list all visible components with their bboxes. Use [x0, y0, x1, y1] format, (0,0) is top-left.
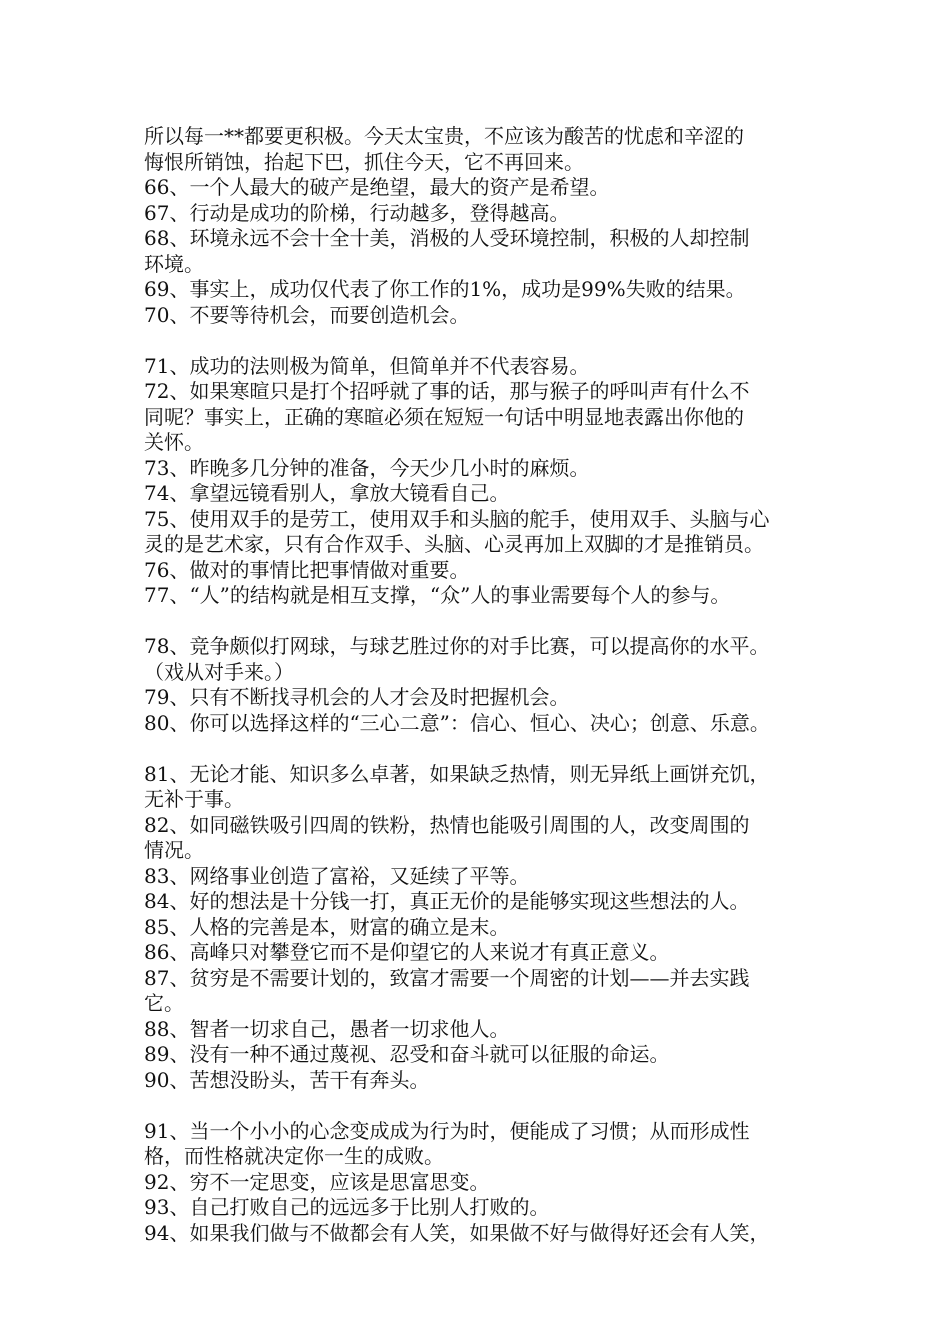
text-line: 68、环境永远不会十全十美，消极的人受环境控制，积极的人却控制 [144, 226, 750, 250]
text-line: 92、穷不一定思变，应该是思富思变。 [144, 1169, 490, 1194]
text-line: 环境。 [144, 251, 204, 276]
text-line: 悔恨所销蚀，抬起下巴，抓住今天，它不再回来。 [144, 149, 584, 174]
text-line: 72、如果寒暄只是打个招呼就了事的话，那与猴子的呼叫声有什么不 [144, 379, 750, 403]
text-line: 89、没有一种不通过蔑视、忍受和奋斗就可以征服的命运。 [144, 1042, 670, 1066]
text-line: 83、网络事业创造了富裕，又延续了平等。 [144, 863, 530, 888]
text-line: 所以每一**都要更积极。今天太宝贵，不应该为酸苦的忧虑和辛涩的 [144, 124, 744, 148]
text-line: 79、只有不断找寻机会的人才会及时把握机会。 [144, 685, 570, 709]
text-line: 88、智者一切求自己，愚者一切求他人。 [144, 1016, 510, 1041]
text-line: 69、事实上，成功仅代表了你工作的1%，成功是99%失败的结果。 [144, 277, 746, 301]
text-line: 86、高峰只对攀登它而不是仰望它的人来说才有真正意义。 [144, 940, 670, 964]
text-line: 85、人格的完善是本，财富的确立是末。 [144, 914, 510, 939]
text-line: 关怀。 [144, 430, 204, 454]
text-line: 77、“人”的结构就是相互支撑，“众”人的事业需要每个人的参与。 [144, 583, 731, 607]
text-line: 71、成功的法则极为简单，但简单并不代表容易。 [144, 353, 590, 378]
text-line: 格，而性格就决定你一生的成败。 [144, 1144, 444, 1168]
text-line: 无补于事。 [144, 787, 244, 811]
text-line: 75、使用双手的是劳工，使用双手和头脑的舵手，使用双手、头脑与心 [144, 506, 770, 531]
text-line: 81、无论才能、知识多么卓著，如果缺乏热情，则无异纸上画饼充饥， [144, 761, 770, 786]
text-line: 70、不要等待机会，而要创造机会。 [144, 302, 470, 327]
text-line: 74、拿望远镜看别人，拿放大镜看自己。 [144, 481, 510, 505]
text-line: 67、行动是成功的阶梯，行动越多，登得越高。 [144, 200, 570, 225]
text-line: （戏从对手来。） [144, 659, 294, 684]
text-line: 94、如果我们做与不做都会有人笑，如果做不好与做得好还会有人笑， [144, 1220, 770, 1245]
text-line: 80、你可以选择这样的“三心二意”：信心、恒心、决心；创意、乐意。 [144, 710, 770, 735]
paragraph-gap [144, 328, 834, 354]
paragraph-gap [144, 736, 834, 762]
text-line: 同呢？事实上，正确的寒暄必须在短短一句话中明显地表露出你他的 [144, 404, 744, 429]
text-line: 它。 [144, 991, 184, 1015]
text-line: 93、自己打败自己的远远多于比别人打败的。 [144, 1195, 550, 1219]
text-line: 灵的是艺术家，只有合作双手、头脑、心灵再加上双脚的才是推销员。 [144, 532, 764, 556]
text-line: 90、苦想没盼头，苦干有奔头。 [144, 1067, 430, 1092]
text-line: 情况。 [144, 838, 204, 862]
paragraph-gap [144, 609, 834, 635]
text-line: 84、好的想法是十分钱一打，真正无价的是能够实现这些想法的人。 [144, 889, 750, 913]
text-line: 73、昨晚多几分钟的准备，今天少几小时的麻烦。 [144, 455, 590, 480]
text-line: 76、做对的事情比把事情做对重要。 [144, 557, 470, 582]
text-line: 87、贫穷是不需要计划的，致富才需要一个周密的计划——并去实践 [144, 965, 750, 990]
text-line: 66、一个人最大的破产是绝望，最大的资产是希望。 [144, 175, 610, 199]
paragraph-gap [144, 1093, 834, 1119]
text-line: 82、如同磁铁吸引四周的铁粉，热情也能吸引周围的人，改变周围的 [144, 812, 750, 837]
document-body [144, 124, 834, 1246]
text-line: 91、当一个小小的心念变成成为行为时，便能成了习惯；从而形成性 [144, 1118, 750, 1143]
text-line: 78、竞争颇似打网球，与球艺胜过你的对手比赛，可以提高你的水平。 [144, 634, 770, 658]
